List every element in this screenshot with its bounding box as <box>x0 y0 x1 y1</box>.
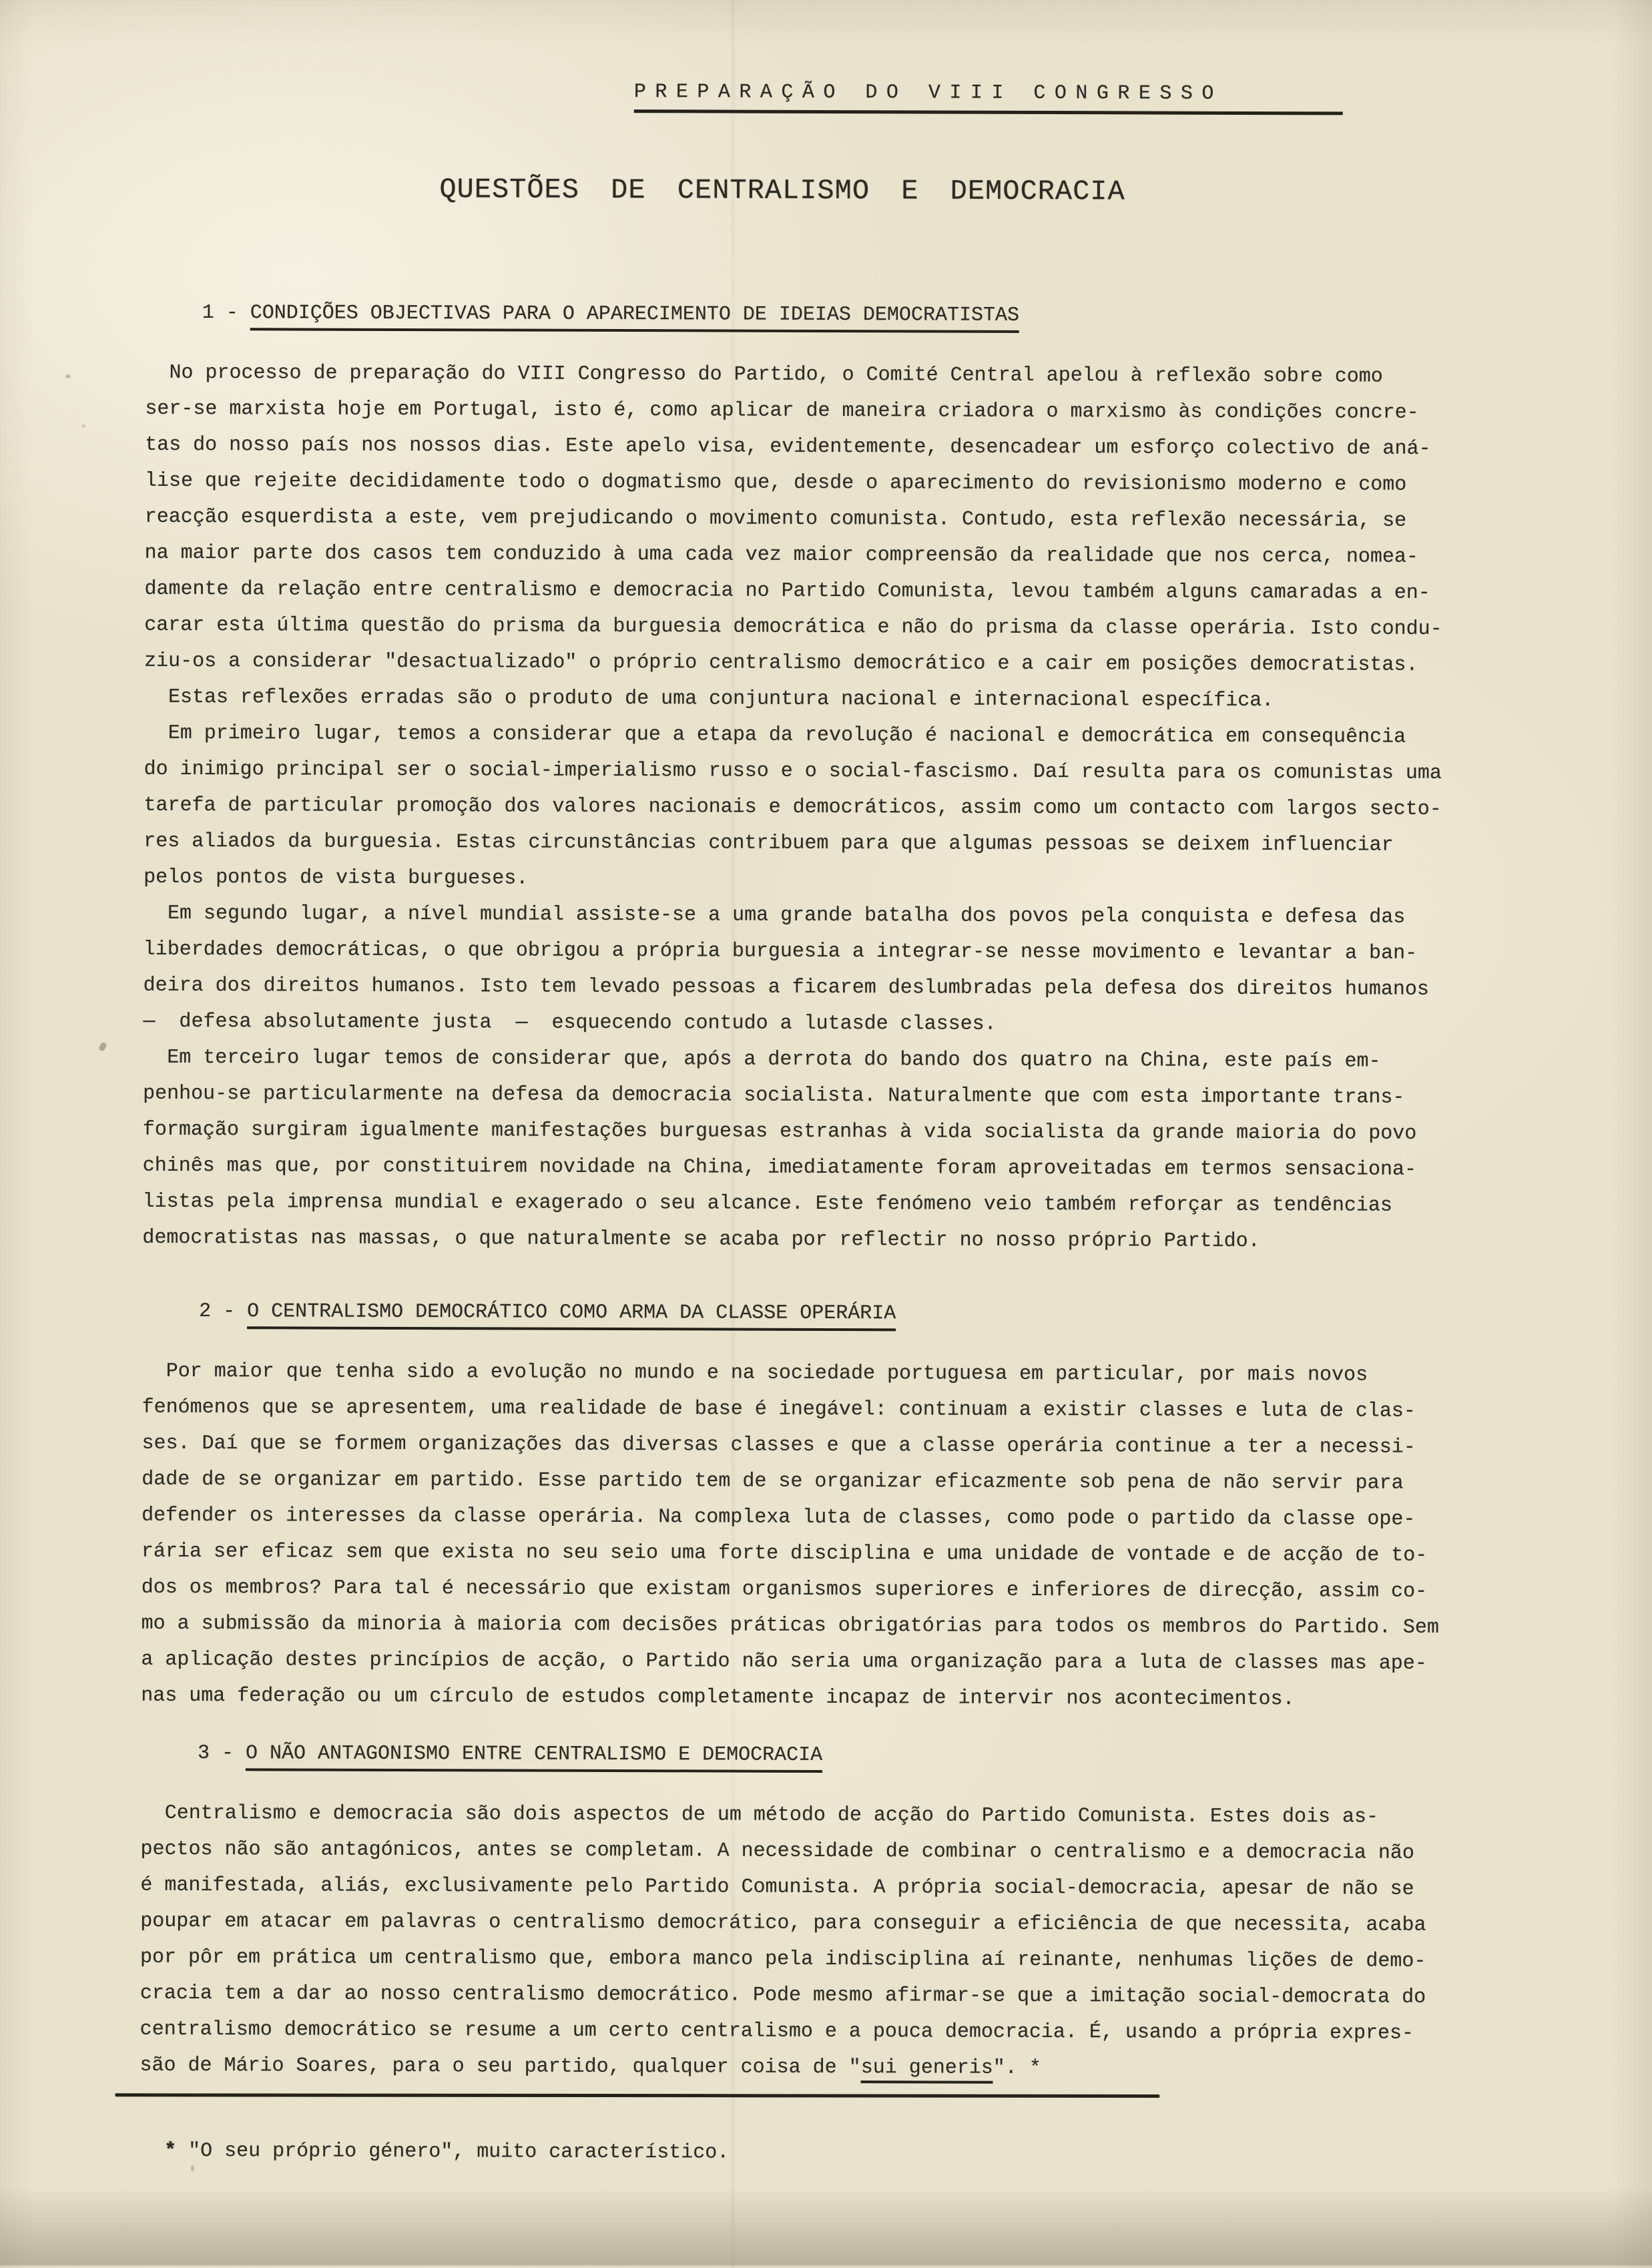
text-line: a aplicação destes princípios de acção, o Partido não seria uma organização para a luta de classes mas ape- <box>141 1648 1427 1675</box>
text-line: pelos pontos de vista burgueses. <box>144 866 529 890</box>
section <box>140 1735 1482 2088</box>
text-line: formação surgiram igualmente manifestações burguesas estranhas à vida socialista da grande maioria do povo <box>142 1118 1417 1145</box>
text-line: carar esta última questão do prisma da burguesia democrática e não do prisma da classe operária. Isto condu- <box>144 613 1442 641</box>
text-line: mo a submissão da minoria à maioria com decisões práticas obrigatórias para todos os membros do Partido. Sem <box>141 1612 1439 1639</box>
scan-artifact <box>65 374 70 378</box>
text-line: deira dos direitos humanos. Isto tem levado pessoas a ficarem deslumbradas pela defesa dos direitos humanos <box>143 974 1429 1001</box>
section-heading <box>198 1735 1482 1775</box>
text-line: — defesa absolutamente justa — esquecendo contudo a lutasde classes. <box>143 1010 997 1036</box>
scan-artifact <box>191 2165 194 2171</box>
section-heading-text: O CENTRALISMO DEMOCRÁTICO COMO ARMA DA CLASSE OPERÁRIA <box>247 1300 896 1331</box>
section-number: 3 - <box>197 1742 246 1765</box>
text-line: Centralismo e democracia são dois aspectos de um método de acção do Partido Comunista. Estes dois as- <box>164 1801 1379 1829</box>
text-line: do inimigo principal ser o social-imperialismo russo e o social-fascismo. Daí resulta para os comunistas uma <box>144 758 1442 785</box>
paragraph <box>140 1795 1482 2088</box>
paragraph <box>143 896 1485 1044</box>
section-heading <box>199 1294 1484 1334</box>
kicker-text: PREPARAÇÃO DO VIII CONGRESSO <box>634 81 1343 115</box>
text-line: chinês mas que, por constituirem novidade na China, imediatamente foram aproveitadas em termos sensaciona- <box>142 1154 1417 1181</box>
scan-artifact <box>81 424 85 427</box>
footnote <box>116 2117 729 2187</box>
text-line: ser-se marxista hoje em Portugal, isto é, como aplicar de maneira criadora o marxismo às condições concre- <box>145 397 1419 424</box>
document-body <box>140 295 1486 2088</box>
section-heading-text: CONDIÇÕES OBJECTIVAS PARA O APARECIMENTO DE IDEIAS DEMOCRATISTAS <box>250 302 1019 333</box>
paragraph <box>144 716 1486 900</box>
section-number: 2 - <box>199 1300 248 1324</box>
text-line: na maior parte dos casos tem conduzido à uma cada vez maior compreensão da realidade que nos cerca, nomea- <box>144 541 1419 569</box>
text-line: cracia tem a dar ao nosso centralismo democrático. Pode mesmo afirmar-se que a imitação social-democrata do <box>140 1982 1426 2009</box>
footnote-divider <box>115 2093 1159 2098</box>
text-line: Estas reflexões erradas são o produto de uma conjuntura nacional e internacional específica. <box>168 685 1274 713</box>
sections <box>140 295 1486 2088</box>
text-line: res aliados da burguesia. Estas circunstâncias contribuem para que algumas pessoas se deixem influenciar <box>144 830 1394 857</box>
scan-artifact <box>98 1041 107 1052</box>
text-line: Em primeiro lugar, temos a considerar que a etapa da revolução é nacional e democrática em consequência <box>168 722 1406 749</box>
section-number: 1 - <box>202 302 250 325</box>
paragraph <box>144 355 1487 683</box>
section <box>142 295 1487 1260</box>
text-line: tarefa de particular promoção dos valores nacionais e democráticos, assim como um contacto com largos secto- <box>144 794 1442 821</box>
section-heading <box>202 295 1487 335</box>
paragraph <box>141 1354 1484 1718</box>
section-heading-text: O NÃO ANTAGONISMO ENTRE CENTRALISMO E DEMOCRACIA <box>246 1742 822 1773</box>
text-line: ziu-os a considerar "desactualizado" o próprio centralismo democrático e a cair em posições democratistas. <box>144 649 1418 677</box>
text-line: lise que rejeite decididamente todo o dogmatismo que, desde o aparecimento do revisionismo moderno e como <box>144 469 1407 497</box>
text-line: Em terceiro lugar temos de considerar que, após a derrota do bando dos quatro na China, este país em- <box>167 1046 1381 1073</box>
text-line: dade de se organizar em partido. Esse partido tem de se organizar eficazmente sob pena de não servir para <box>142 1468 1404 1495</box>
text-line: rária ser eficaz sem que exista no seu seio uma forte disciplina e uma unidade de vontade e de acção de to- <box>141 1540 1428 1567</box>
text-line: pectos não são antagónicos, antes se completam. A necessidade de combinar o centralismo e a democracia não <box>140 1837 1414 1865</box>
page-title: QUESTÕES DE CENTRALISMO E DEMOCRACIA <box>439 174 1125 208</box>
text-line: são de Mário Soares, para o seu partido, qualquer coisa de "sui generis". * <box>140 2048 1481 2088</box>
text-line: listas pela imprensa mundial e exagerado o seu alcance. Este fenómeno veio também reforçar as tendências <box>142 1190 1392 1217</box>
paragraph <box>142 1040 1484 1260</box>
section <box>141 1294 1484 1718</box>
text-line: liberdades democráticas, o que obrigou a própria burguesia a integrar-se nesse movimento e levantar a ban- <box>143 938 1418 965</box>
text-line: defender os interesses da classe operária. Na complexa luta de classes, como pode o partido da classe ope- <box>142 1504 1416 1531</box>
text-line: ses. Daí que se formem organizações das diversas classes e que a classe operária continue a ter a necessi- <box>142 1432 1416 1459</box>
text-line: damente da relação entre centralismo e democracia no Partido Comunista, levou também alguns camaradas a en- <box>144 577 1430 605</box>
text-line: fenómenos que se apresentem, uma realidade de base é inegável: continuam a existir classes e luta de clas- <box>142 1396 1416 1423</box>
text-line: centralismo democrático se resume a um certo centralismo e a pouca democracia. É, usando a própria expres- <box>140 2018 1414 2045</box>
text-line: reacção esquerdista a este, vem prejudicando o movimento comunista. Contudo, esta reflexão necessária, se <box>144 505 1407 533</box>
footnote-text: "O seu próprio género", muito característico. <box>176 2139 730 2165</box>
text-line: dos os membros? Para tal é necessário que existam organismos superiores e inferiores de direcção, assim co- <box>141 1576 1428 1603</box>
document-kicker <box>550 58 1343 138</box>
text-line: Por maior que tenha sido a evolução no mundo e na sociedade portuguesa em particular, por mais novos <box>166 1360 1368 1387</box>
text-line: tas do nosso país nos nossos dias. Este apelo visa, evidentemente, desencadear um esforço colectivo de aná- <box>145 433 1431 461</box>
footnote-marker: * <box>164 2139 177 2163</box>
text-line: penhou-se particularmente na defesa da democracia socialista. Naturalmente que com esta importante trans- <box>143 1082 1405 1109</box>
text-line: por pôr em prática um centralismo que, embora manco pela indisciplina aí reinante, nenhumas lições de demo- <box>140 1946 1426 1973</box>
text-line: democratistas nas massas, o que naturalmente se acaba por reflectir no nosso próprio Partido. <box>142 1226 1260 1253</box>
text-line: nas uma federação ou um círculo de estudos completamente incapaz de intervir nos acontecimentos. <box>141 1684 1295 1711</box>
text-line: No processo de preparação do VIII Congresso do Partido, o Comité Central apelou à reflexão sobre como <box>169 361 1383 388</box>
text-line: poupar em atacar em palavras o centralismo democrático, para conseguir a eficiência de que necessita, acaba <box>140 1910 1426 1937</box>
text-line: Em segundo lugar, a nível mundial assiste-se a uma grande batalha dos povos pela conquista e defesa das <box>167 902 1406 929</box>
paragraph <box>144 679 1486 720</box>
text-line: é manifestada, aliás, exclusivamente pelo Partido Comunista. A própria social-democracia, apesar de não se <box>140 1874 1414 1901</box>
